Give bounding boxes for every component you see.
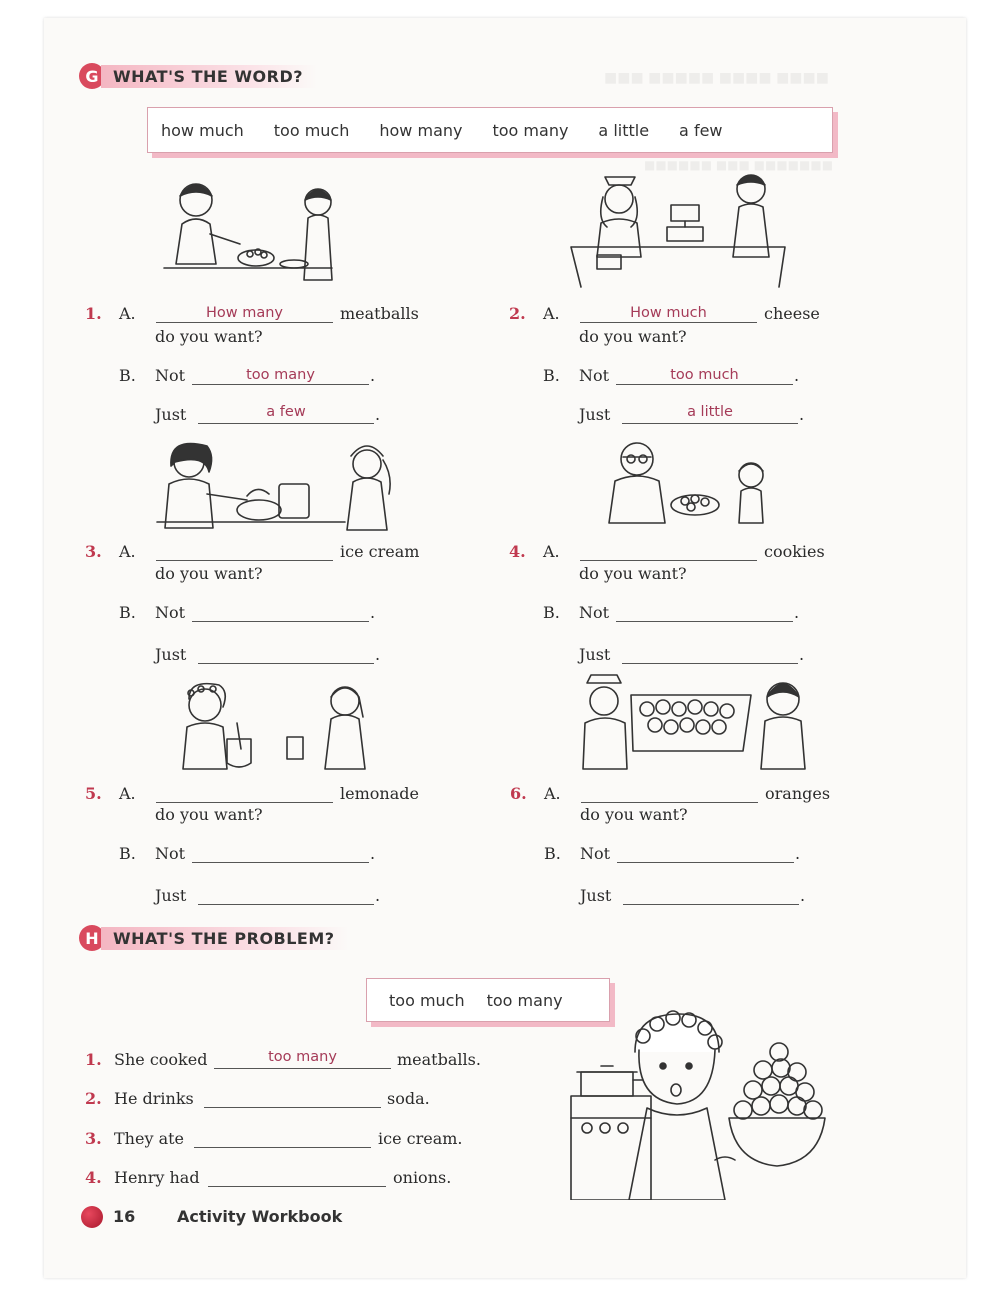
answer-blank[interactable]: [580, 540, 757, 561]
just-label: Just: [155, 645, 187, 664]
exercise-number: 2.: [85, 1089, 102, 1108]
answer-blank[interactable]: [198, 643, 374, 664]
label-a: A.: [119, 542, 136, 561]
label-a: A.: [119, 784, 136, 803]
exercise-number: 3.: [85, 1129, 102, 1148]
just-label: Just: [155, 405, 187, 424]
label-a: A.: [119, 304, 136, 323]
word-bank-item: too many: [492, 120, 569, 140]
label-b: B.: [544, 844, 561, 863]
word-bank-item: how many: [379, 120, 463, 140]
sentence-start: They ate: [114, 1129, 185, 1148]
label-b: B.: [543, 366, 560, 385]
answer-blank[interactable]: [194, 1127, 371, 1148]
page-marker-dot-icon: [81, 1206, 103, 1228]
noun: cheese: [764, 304, 820, 323]
mother-serving-meatballs-to-boy-icon: [160, 172, 336, 290]
just-label: Just: [579, 405, 611, 424]
label-a: A.: [544, 784, 561, 803]
not-label: Not: [580, 844, 611, 863]
answer-text: How much: [630, 305, 707, 321]
answer-blank[interactable]: [156, 782, 333, 803]
answer-blank[interactable]: [581, 782, 758, 803]
sentence-start: She cooked: [114, 1050, 208, 1069]
section-h-badge: H: [79, 925, 105, 951]
noun: oranges: [765, 784, 831, 803]
answer-blank[interactable]: [156, 540, 333, 561]
answer-blank[interactable]: [617, 842, 794, 863]
sentence-end: soda.: [387, 1089, 430, 1108]
sentence-end: meatballs.: [397, 1050, 481, 1069]
label-b: B.: [543, 603, 560, 622]
sentence-start: He drinks: [114, 1089, 194, 1108]
section-g-header: [79, 63, 317, 89]
not-label: Not: [155, 844, 186, 863]
answer-blank[interactable]: [204, 1087, 381, 1108]
exercise-number: 4.: [509, 542, 526, 561]
question-text: do you want?: [579, 564, 687, 583]
grandfather-offering-cookies-icon: [587, 437, 785, 527]
exercise-number: 5.: [85, 784, 102, 803]
girls-pouring-lemonade-icon: [175, 679, 385, 775]
page-number: 16: [113, 1207, 136, 1226]
exercise-number: 6.: [510, 784, 527, 803]
not-label: Not: [579, 603, 610, 622]
deli-clerk-with-scale-icon: [567, 163, 795, 291]
answer-text: a little: [687, 404, 733, 420]
section-g-badge: G: [79, 63, 105, 89]
question-text: do you want?: [580, 805, 688, 824]
book-title: Activity Workbook: [177, 1207, 343, 1226]
exercise-number: 4.: [85, 1168, 102, 1187]
question-text: do you want?: [155, 805, 263, 824]
exercise-number: 1.: [85, 1050, 102, 1069]
label-a: A.: [543, 542, 560, 561]
sentence-end: ice cream.: [378, 1129, 463, 1148]
label-a: A.: [543, 304, 560, 323]
word-bank-item: too many: [486, 990, 563, 1010]
sentence-start: Henry had: [114, 1168, 200, 1187]
workbook-page: ■■■ ■■■■■ ■■■■ ■■■■ ■■■■■■ ■■■ ■■■■■■■: [44, 18, 966, 1278]
answer-blank[interactable]: [616, 601, 793, 622]
not-label: Not: [155, 603, 186, 622]
sentence-end: onions.: [393, 1168, 452, 1187]
grocer-with-oranges-icon: [577, 671, 817, 773]
section-g-title: WHAT'S THE WORD?: [101, 65, 317, 88]
answer-blank[interactable]: [192, 601, 369, 622]
just-label: Just: [579, 645, 611, 664]
label-b: B.: [119, 603, 136, 622]
answer-text: too much: [670, 367, 739, 383]
answer-blank[interactable]: [192, 842, 369, 863]
label-b: B.: [119, 366, 136, 385]
section-h-header: [79, 925, 349, 951]
question-text: do you want?: [155, 327, 263, 346]
answer-blank[interactable]: [198, 884, 374, 905]
question-text: do you want?: [155, 564, 263, 583]
just-label: Just: [155, 886, 187, 905]
word-bank-item: too much: [389, 990, 465, 1010]
label-b: B.: [119, 844, 136, 863]
just-label: Just: [580, 886, 612, 905]
answer-blank[interactable]: [208, 1166, 386, 1187]
exercise-number: 2.: [509, 304, 526, 323]
answer-blank[interactable]: [623, 884, 799, 905]
exercise-number: 3.: [85, 542, 102, 561]
noun: ice cream: [340, 542, 420, 561]
noun: cookies: [764, 542, 825, 561]
noun: lemonade: [340, 784, 419, 803]
exercise-number: 1.: [85, 304, 102, 323]
word-bank-item: too much: [273, 120, 350, 140]
man-holding-big-bowl-of-meatballs-icon: [565, 1010, 833, 1200]
girl-scooping-ice-cream-icon: [155, 440, 417, 534]
noun: meatballs: [340, 304, 419, 323]
word-bank-item: a few: [679, 120, 723, 140]
section-h-title: WHAT'S THE PROBLEM?: [101, 927, 349, 950]
question-text: do you want?: [579, 327, 687, 346]
answer-text: too many: [246, 367, 315, 383]
word-bank-item: how much: [161, 120, 244, 140]
answer-blank[interactable]: [622, 643, 798, 664]
answer-text: a few: [266, 404, 306, 420]
answer-text: too many: [268, 1049, 337, 1065]
not-label: Not: [579, 366, 610, 385]
word-bank-item: a little: [598, 120, 650, 140]
not-label: Not: [155, 366, 186, 385]
answer-text: How many: [205, 305, 284, 321]
word-bank-g: [147, 107, 833, 153]
